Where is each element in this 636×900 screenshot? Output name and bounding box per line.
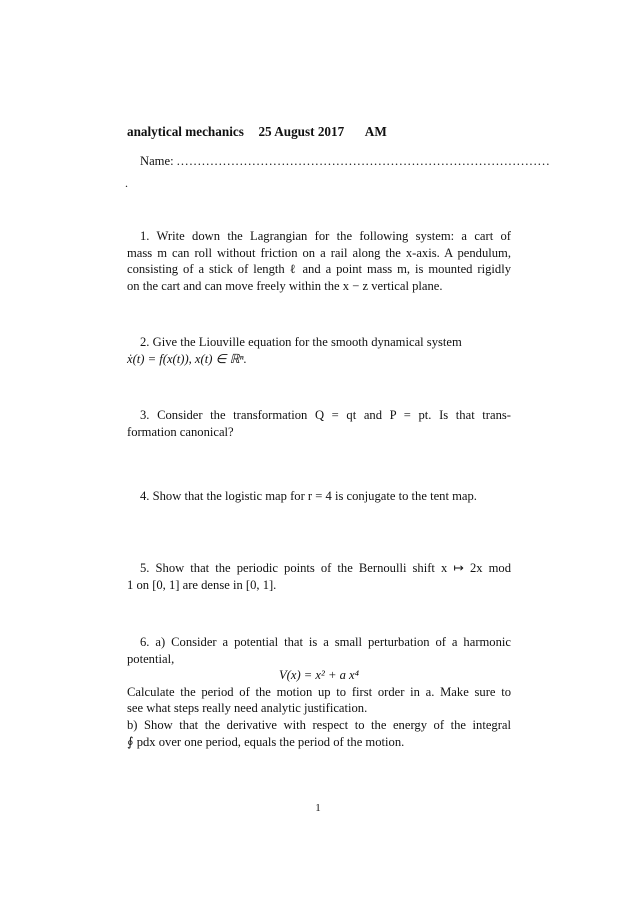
question-6 (127, 634, 511, 750)
question-text: Show that the logistic map for r = 4 is conjugate to the tent map. (152, 489, 477, 503)
name-line (140, 154, 550, 169)
question-text: see what steps really need analytic justification. (127, 701, 368, 716)
question-text: b) Show that the derivative with respect to the energy of the integral (127, 717, 511, 732)
exam-date: 25 August 2017 (258, 124, 345, 139)
question-text: Calculate the period of the motion up to first order in a. Make sure to (127, 684, 511, 699)
exam-session: AM (364, 124, 387, 139)
question-text: 1 on [0, 1] are dense in [0, 1]. (127, 577, 277, 592)
question-text: ∮ pdx over one period, equals the period of the motion. (127, 734, 405, 749)
question-text: Write down the Lagrangian for the following system: a cart of (156, 229, 512, 243)
question-text: Consider the transformation Q = qt and P = pt. Is that trans- (157, 408, 511, 422)
question-3 (127, 407, 511, 440)
question-number: 3. (140, 408, 150, 422)
question-5 (127, 560, 511, 593)
page-number: 1 (315, 802, 321, 814)
question-equation: ẋ(t) = f(x(t)), x(t) ∈ ℝⁿ. (127, 351, 247, 366)
name-blank: ......................................................................................... (176, 154, 551, 168)
question-number: 1. (140, 229, 150, 243)
question-text: on the cart and can move freely within the x − z vertical plane. (127, 278, 443, 293)
question-number: 6. (140, 635, 150, 649)
question-text: mass m can roll without friction on a rail along the x-axis. A pendulum, (127, 245, 511, 260)
question-text: potential, (127, 651, 175, 666)
question-number: 5. (140, 561, 150, 575)
question-text: Give the Liouville equation for the smooth dynamical system (152, 335, 462, 349)
potential-equation: V(x) = x² + a x⁴ (278, 668, 360, 683)
question-4 (127, 488, 511, 505)
question-text: a) Consider a potential that is a small perturbation of a harmonic (155, 635, 511, 649)
question-1 (127, 228, 511, 294)
question-number: 4. (140, 489, 150, 503)
question-text: Show that the periodic points of the Bernoulli shift x ↦ 2x mod (155, 561, 512, 575)
stray-dot: . (125, 176, 128, 190)
question-number: 2. (140, 335, 150, 349)
question-text: formation canonical? (127, 424, 234, 439)
exam-title (127, 124, 387, 140)
question-text: consisting of a stick of length ℓ and a point mass m, is mounted rigidly (127, 262, 511, 277)
name-label: Name: (140, 154, 174, 168)
question-2 (127, 334, 511, 367)
course-name: analytical mechanics (127, 124, 244, 139)
